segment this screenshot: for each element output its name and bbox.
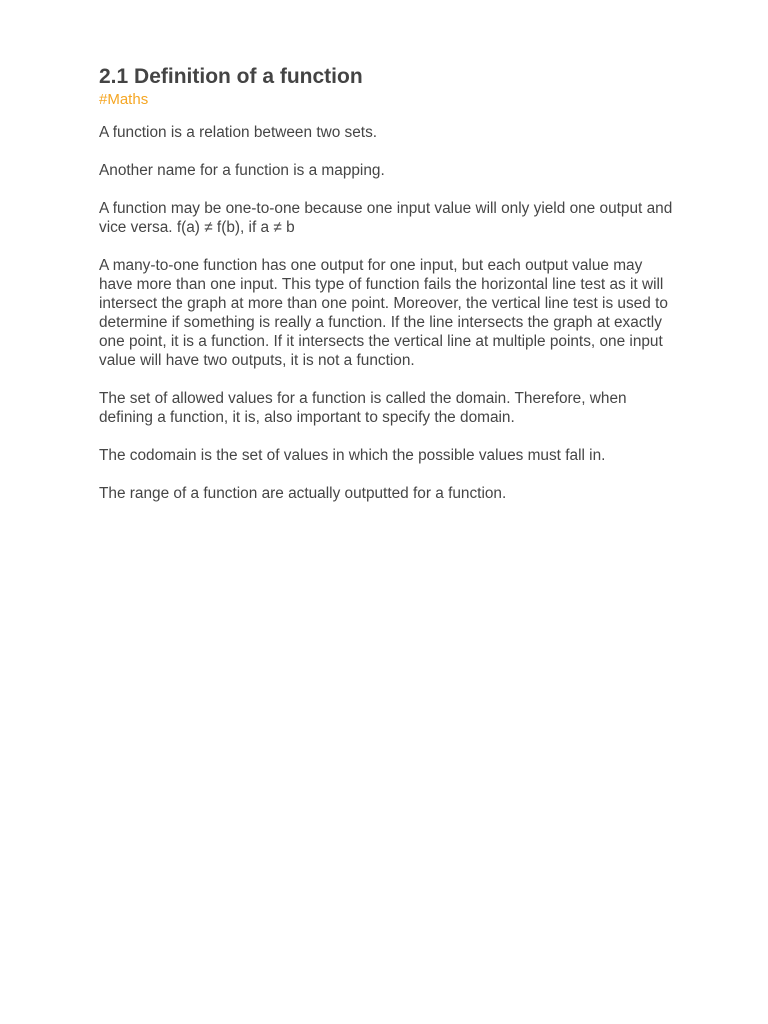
paragraph-domain: The set of allowed values for a function is called the domain. Therefore, when defining a function, it is, also important to specify the domain. [99,390,627,426]
paragraph-mapping: Another name for a function is a mapping. [99,162,385,179]
note-page [99,64,674,522]
paragraph-range: The range of a function are actually outputted for a function. [99,485,507,502]
note-title: 2.1 Definition of a function [99,65,363,88]
paragraph-many-to-one: A many-to-one function has one output for one input, but each output value may have more than one input. This type of function fails the horizontal line test as it will intersect the graph at more than one point. Moreover, the vertical line test is used to determine if something is really a function. If the line intersects the graph at exactly one point, it is a function. If it intersects the vertical line at multiple points, one input value will have two outputs, it is not a function. [99,257,668,369]
hashtag-maths[interactable]: #Maths [99,91,149,108]
paragraph-codomain: The codomain is the set of values in which the possible values must fall in. [99,447,606,464]
paragraph-one-to-one: A function may be one-to-one because one input value will only yield one output and vice versa. f(a) ≠ f(b), if a ≠ b [99,200,673,236]
paragraph-relation: A function is a relation between two sets. [99,124,378,141]
